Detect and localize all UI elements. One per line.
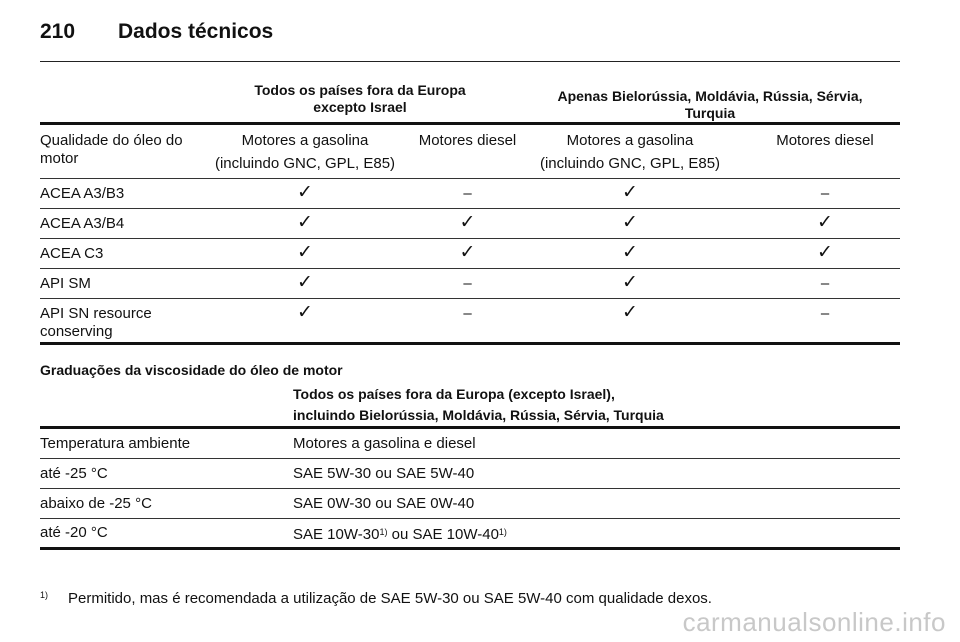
grade-value: SAE 10W-40	[412, 526, 499, 543]
viscosity-title: Graduações da viscosidade do óleo de motor	[40, 362, 343, 378]
group-header-selected-countries	[520, 88, 900, 122]
check-icon: ✓	[622, 242, 638, 263]
col-header-line: (incluindo GNC, GPL, E85)	[539, 155, 721, 172]
watermark: carmanualsonline.info	[682, 607, 946, 637]
page-number: 210	[40, 20, 76, 43]
dash-mark: –	[820, 305, 830, 322]
grade-cell	[293, 526, 507, 544]
temperature-cell: abaixo de -25 °C	[40, 495, 152, 512]
table-rule	[40, 298, 900, 299]
table-rule	[40, 518, 900, 519]
viscosity-table	[40, 384, 900, 554]
table-rule	[40, 342, 900, 345]
col-header-petrol-1	[200, 132, 410, 173]
table-row-label	[40, 305, 205, 341]
col-header-temperature: Temperatura ambiente	[40, 435, 191, 452]
group-header-line: Turquia	[684, 105, 736, 121]
check-icon: ✓	[622, 302, 638, 323]
group-header-line: excepto Israel	[313, 99, 407, 115]
page-header	[40, 20, 273, 44]
check-icon: ✓	[297, 242, 313, 263]
table-row-label: API SM	[40, 275, 91, 292]
group-header-outside-europe	[205, 82, 515, 116]
table-rule	[40, 238, 900, 239]
temperature-cell: até -25 °C	[40, 465, 108, 482]
table-rule	[40, 208, 900, 209]
grade-cell: SAE 5W-30 ou SAE 5W-40	[293, 465, 475, 482]
footnote-text: Permitido, mas é recomendada a utilização de SAE 5W-30 ou SAE 5W-40 com qualidade dexos.	[68, 590, 712, 607]
table-rule	[40, 426, 900, 429]
dash-mark: –	[820, 185, 830, 202]
check-icon: ✓	[297, 182, 313, 203]
col-header-line: Motores a gasolina	[241, 132, 369, 149]
page-title: Dados técnicos	[118, 20, 274, 43]
check-icon: ✓	[817, 242, 833, 263]
table-row-label: ACEA A3/B3	[40, 185, 125, 202]
dash-mark: –	[820, 275, 830, 292]
col-header-line: Motores a gasolina	[566, 132, 694, 149]
group-header-line: incluindo Bielorússia, Moldávia, Rússia, Sérvia, Turquia	[293, 407, 664, 423]
check-icon: ✓	[622, 182, 638, 203]
footnote-ref: 1)	[379, 527, 388, 537]
table-rule	[40, 458, 900, 459]
footnote-mark: 1)	[40, 590, 49, 600]
viscosity-group-header	[293, 386, 664, 424]
table-rule	[40, 488, 900, 489]
table-rule	[40, 122, 900, 125]
table-rule	[40, 178, 900, 179]
grade-separator: ou	[387, 526, 413, 543]
check-icon: ✓	[817, 212, 833, 233]
table-row-label: ACEA C3	[40, 245, 104, 262]
check-icon: ✓	[622, 212, 638, 233]
oil-quality-table	[40, 82, 900, 344]
row-label-line: API SN resource	[40, 305, 152, 322]
col-header-line: Qualidade do óleo do	[40, 132, 183, 149]
grade-value: SAE 10W-30	[293, 526, 380, 543]
row-label-line: conserving	[40, 323, 113, 340]
col-header-line: (incluindo GNC, GPL, E85)	[214, 155, 396, 172]
temperature-cell: até -20 °C	[40, 524, 108, 541]
group-header-line: Apenas Bielorússia, Moldávia, Rússia, Sérvia,	[557, 88, 863, 104]
check-icon: ✓	[622, 272, 638, 293]
dash-mark: –	[463, 305, 472, 322]
dash-mark: –	[463, 185, 472, 202]
col-header-petrol-2	[525, 132, 735, 173]
check-icon: ✓	[297, 272, 313, 293]
check-icon: ✓	[459, 212, 476, 233]
group-header-line: Todos os países fora da Europa	[254, 82, 466, 98]
table-row-label: ACEA A3/B4	[40, 215, 125, 232]
col-header-engines: Motores a gasolina e diesel	[293, 435, 476, 452]
group-header-line: Todos os países fora da Europa (excepto Israel),	[293, 386, 615, 402]
footnote-ref: 1)	[498, 527, 507, 537]
grade-cell: SAE 0W-30 ou SAE 0W-40	[293, 495, 475, 512]
table-rule	[40, 268, 900, 269]
check-icon: ✓	[297, 302, 313, 323]
header-divider	[40, 61, 900, 62]
check-icon: ✓	[459, 242, 476, 263]
col-header-oil-quality	[40, 132, 205, 168]
col-header-diesel-1: Motores diesel	[418, 132, 517, 149]
footnote	[40, 590, 712, 607]
check-icon: ✓	[297, 212, 313, 233]
col-header-diesel-2: Motores diesel	[776, 132, 874, 149]
dash-mark: –	[463, 275, 472, 292]
col-header-line: motor	[40, 150, 79, 167]
table-rule	[40, 547, 900, 550]
